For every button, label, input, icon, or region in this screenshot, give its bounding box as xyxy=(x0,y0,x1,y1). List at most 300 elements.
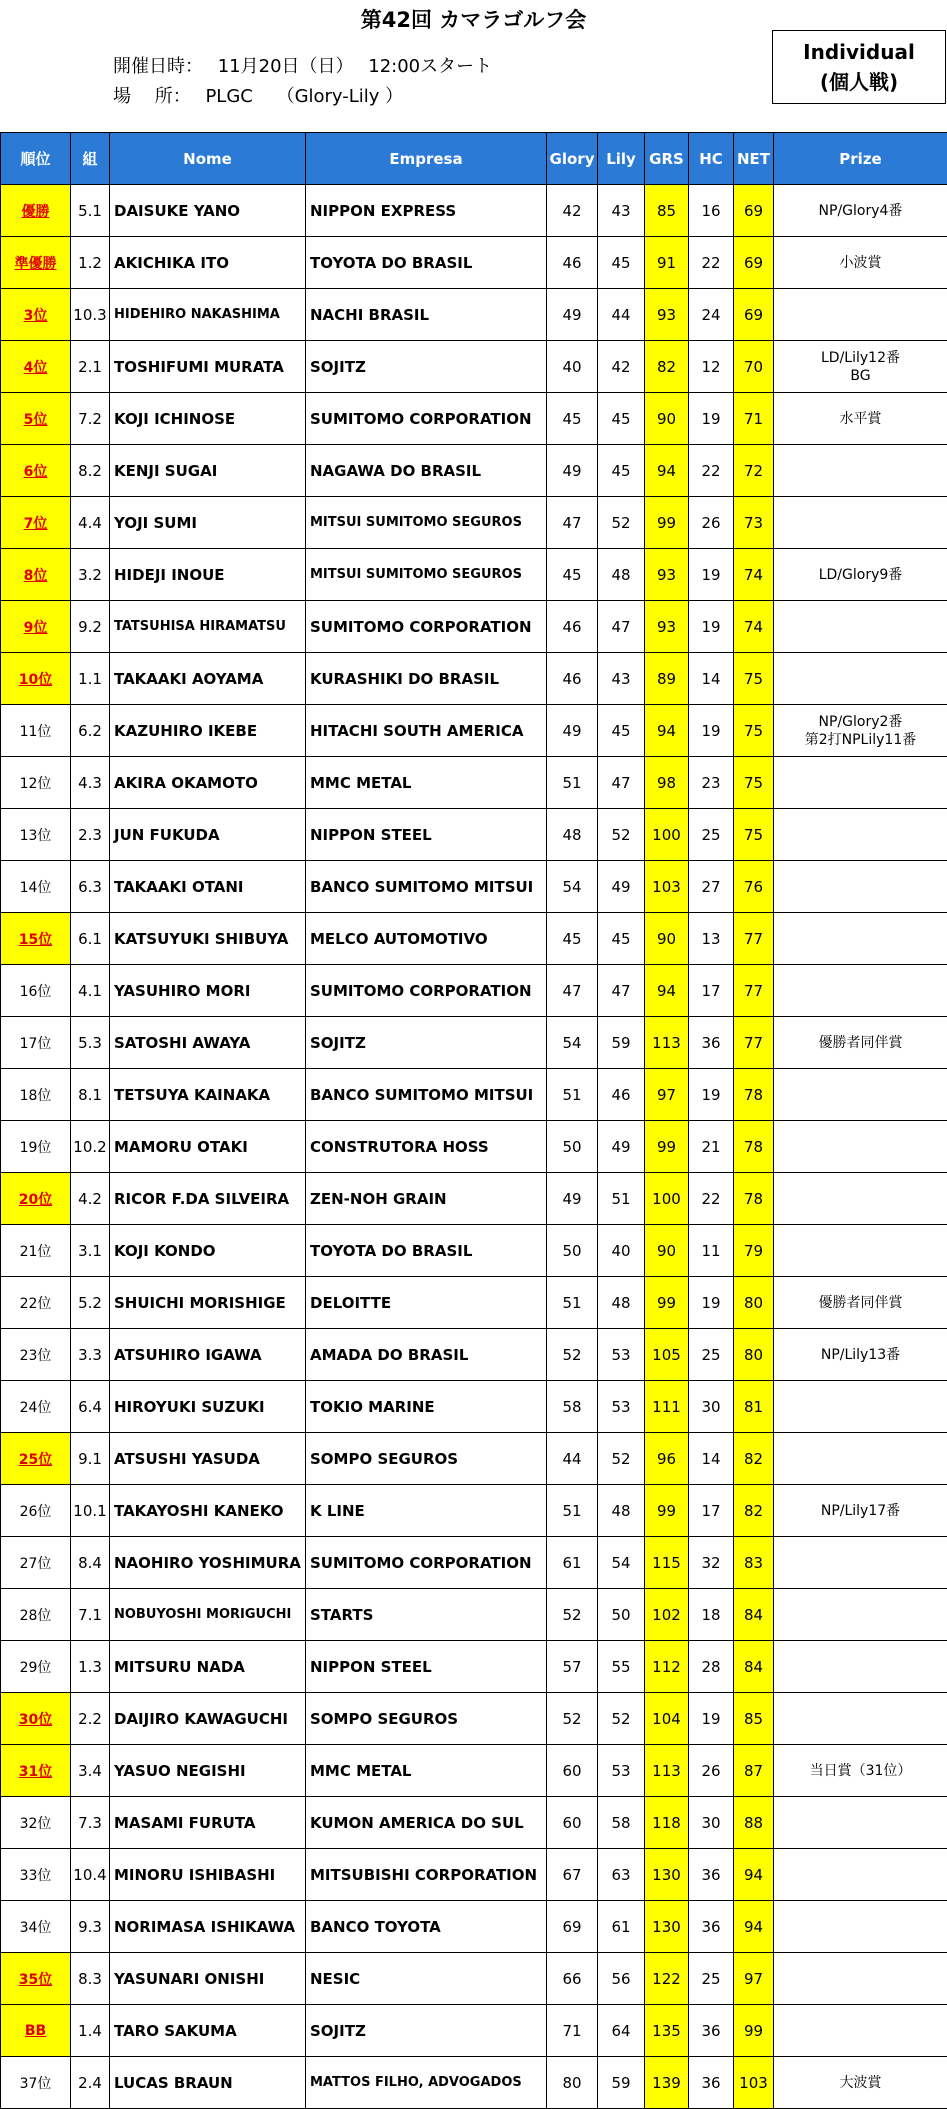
prize-cell xyxy=(774,965,947,1017)
group-cell: 10.2 xyxy=(71,1121,110,1173)
gross-score-cell: 99 xyxy=(645,1121,689,1173)
lily-score-cell: 45 xyxy=(598,913,645,965)
lily-score-cell: 64 xyxy=(598,2005,645,2057)
player-name-cell: KENJI SUGAI xyxy=(110,445,306,497)
handicap-cell: 22 xyxy=(689,1173,734,1225)
handicap-cell: 36 xyxy=(689,1901,734,1953)
handicap-cell: 12 xyxy=(689,341,734,393)
company-cell: NIPPON EXPRESS xyxy=(306,185,547,237)
gross-score-cell: 130 xyxy=(645,1901,689,1953)
lily-score-cell: 44 xyxy=(598,289,645,341)
company-cell: KUMON AMERICA DO SUL xyxy=(306,1797,547,1849)
results-body xyxy=(1,185,947,2109)
lily-score-cell: 53 xyxy=(598,1745,645,1797)
net-score-cell: 82 xyxy=(734,1433,774,1485)
handicap-cell: 14 xyxy=(689,1433,734,1485)
player-name-cell: SATOSHI AWAYA xyxy=(110,1017,306,1069)
gross-score-cell: 99 xyxy=(645,1485,689,1537)
net-score-cell: 78 xyxy=(734,1069,774,1121)
prize-cell xyxy=(774,1797,947,1849)
prize-cell xyxy=(774,1121,947,1173)
glory-score-cell: 47 xyxy=(547,497,598,549)
net-score-cell: 84 xyxy=(734,1589,774,1641)
event-date-line: 開催日時： 11月20日（日） 12:00スタート xyxy=(113,56,493,77)
handicap-cell: 19 xyxy=(689,1693,734,1745)
rank-cell xyxy=(1,445,71,497)
rank-cell: 13位 xyxy=(1,809,71,861)
group-cell: 9.1 xyxy=(71,1433,110,1485)
lily-score-cell: 53 xyxy=(598,1329,645,1381)
glory-score-cell: 60 xyxy=(547,1745,598,1797)
rank-cell: 12位 xyxy=(1,757,71,809)
gross-score-cell: 93 xyxy=(645,601,689,653)
table-row xyxy=(1,1693,947,1745)
col-header-prize: Prize xyxy=(774,133,947,185)
rank-link: 25位 xyxy=(18,1451,53,1468)
rank-link: 5位 xyxy=(23,411,48,428)
handicap-cell: 28 xyxy=(689,1641,734,1693)
company-cell: BANCO SUMITOMO MITSUI xyxy=(306,1069,547,1121)
net-score-cell: 69 xyxy=(734,237,774,289)
gross-score-cell: 139 xyxy=(645,2057,689,2109)
handicap-cell: 16 xyxy=(689,185,734,237)
table-row xyxy=(1,185,947,237)
glory-score-cell: 45 xyxy=(547,393,598,445)
player-name-cell: LUCAS BRAUN xyxy=(110,2057,306,2109)
rank-link: 優勝 xyxy=(21,203,50,220)
table-row xyxy=(1,1485,947,1537)
rank-link: 3位 xyxy=(23,307,48,324)
group-cell: 9.3 xyxy=(71,1901,110,1953)
prize-cell xyxy=(774,1589,947,1641)
group-cell: 9.2 xyxy=(71,601,110,653)
company-cell: NESIC xyxy=(306,1953,547,2005)
rank-link: 4位 xyxy=(23,359,48,376)
rank-link: BB xyxy=(24,2022,47,2039)
player-name-cell: MITSURU NADA xyxy=(110,1641,306,1693)
rank-cell xyxy=(1,1433,71,1485)
gross-score-cell: 113 xyxy=(645,1017,689,1069)
group-cell: 7.1 xyxy=(71,1589,110,1641)
table-row xyxy=(1,1381,947,1433)
company-cell: SOMPO SEGUROS xyxy=(306,1433,547,1485)
glory-score-cell: 67 xyxy=(547,1849,598,1901)
prize-cell xyxy=(774,757,947,809)
glory-score-cell: 54 xyxy=(547,861,598,913)
group-cell: 3.4 xyxy=(71,1745,110,1797)
player-name-cell: ATSUSHI YASUDA xyxy=(110,1433,306,1485)
player-name-cell: SHUICHI MORISHIGE xyxy=(110,1277,306,1329)
gross-score-cell: 103 xyxy=(645,861,689,913)
lily-score-cell: 48 xyxy=(598,549,645,601)
handicap-cell: 32 xyxy=(689,1537,734,1589)
table-row xyxy=(1,497,947,549)
net-score-cell: 70 xyxy=(734,341,774,393)
rank-cell: 26位 xyxy=(1,1485,71,1537)
net-score-cell: 73 xyxy=(734,497,774,549)
gross-score-cell: 105 xyxy=(645,1329,689,1381)
handicap-cell: 17 xyxy=(689,965,734,1017)
gross-score-cell: 94 xyxy=(645,445,689,497)
lily-score-cell: 45 xyxy=(598,393,645,445)
net-score-cell: 75 xyxy=(734,809,774,861)
gross-score-cell: 93 xyxy=(645,549,689,601)
handicap-cell: 11 xyxy=(689,1225,734,1277)
rank-link: 20位 xyxy=(18,1191,53,1208)
group-cell: 6.1 xyxy=(71,913,110,965)
player-name-cell: TAKAYOSHI KANEKO xyxy=(110,1485,306,1537)
gross-score-cell: 115 xyxy=(645,1537,689,1589)
player-name-cell: YASUHIRO MORI xyxy=(110,965,306,1017)
group-cell: 5.1 xyxy=(71,185,110,237)
group-cell: 1.2 xyxy=(71,237,110,289)
rank-cell: 28位 xyxy=(1,1589,71,1641)
rank-link: 9位 xyxy=(23,619,48,636)
gross-score-cell: 99 xyxy=(645,497,689,549)
company-cell: K LINE xyxy=(306,1485,547,1537)
glory-score-cell: 46 xyxy=(547,601,598,653)
group-cell: 1.3 xyxy=(71,1641,110,1693)
table-row xyxy=(1,965,947,1017)
group-cell: 10.4 xyxy=(71,1849,110,1901)
company-cell: NIPPON STEEL xyxy=(306,809,547,861)
gross-score-cell: 90 xyxy=(645,913,689,965)
rank-cell xyxy=(1,1693,71,1745)
handicap-cell: 14 xyxy=(689,653,734,705)
lily-score-cell: 51 xyxy=(598,1173,645,1225)
glory-score-cell: 49 xyxy=(547,705,598,757)
prize-cell xyxy=(774,1173,947,1225)
lily-score-cell: 59 xyxy=(598,1017,645,1069)
company-cell: TOYOTA DO BRASIL xyxy=(306,237,547,289)
player-name-cell: DAISUKE YANO xyxy=(110,185,306,237)
player-name-cell: NORIMASA ISHIKAWA xyxy=(110,1901,306,1953)
player-name-cell: DAIJIRO KAWAGUCHI xyxy=(110,1693,306,1745)
handicap-cell: 22 xyxy=(689,445,734,497)
company-cell: NIPPON STEEL xyxy=(306,1641,547,1693)
glory-score-cell: 66 xyxy=(547,1953,598,2005)
rank-cell xyxy=(1,341,71,393)
gross-score-cell: 122 xyxy=(645,1953,689,2005)
table-row xyxy=(1,289,947,341)
lily-score-cell: 59 xyxy=(598,2057,645,2109)
glory-score-cell: 80 xyxy=(547,2057,598,2109)
glory-score-cell: 45 xyxy=(547,913,598,965)
prize-cell: 優勝者同伴賞 xyxy=(774,1017,947,1069)
glory-score-cell: 52 xyxy=(547,1329,598,1381)
prize-cell: 当日賞（31位） xyxy=(774,1745,947,1797)
handicap-cell: 27 xyxy=(689,861,734,913)
group-cell: 3.2 xyxy=(71,549,110,601)
rank-cell xyxy=(1,653,71,705)
handicap-cell: 18 xyxy=(689,1589,734,1641)
handicap-cell: 25 xyxy=(689,809,734,861)
rank-cell: 37位 xyxy=(1,2057,71,2109)
player-name-cell: KAZUHIRO IKEBE xyxy=(110,705,306,757)
prize-cell xyxy=(774,1641,947,1693)
table-row xyxy=(1,653,947,705)
player-name-cell: AKICHIKA ITO xyxy=(110,237,306,289)
net-score-cell: 79 xyxy=(734,1225,774,1277)
company-cell: ZEN-NOH GRAIN xyxy=(306,1173,547,1225)
gross-score-cell: 93 xyxy=(645,289,689,341)
table-row xyxy=(1,1953,947,2005)
player-name-cell: YASUO NEGISHI xyxy=(110,1745,306,1797)
table-row xyxy=(1,1589,947,1641)
player-name-cell: KOJI KONDO xyxy=(110,1225,306,1277)
net-score-cell: 82 xyxy=(734,1485,774,1537)
table-row xyxy=(1,1017,947,1069)
handicap-cell: 25 xyxy=(689,1329,734,1381)
handicap-cell: 36 xyxy=(689,1017,734,1069)
gross-score-cell: 94 xyxy=(645,965,689,1017)
net-score-cell: 85 xyxy=(734,1693,774,1745)
handicap-cell: 19 xyxy=(689,1069,734,1121)
player-name-cell: TOSHIFUMI MURATA xyxy=(110,341,306,393)
lily-score-cell: 50 xyxy=(598,1589,645,1641)
table-row xyxy=(1,1121,947,1173)
prize-cell xyxy=(774,1433,947,1485)
company-cell: TOKIO MARINE xyxy=(306,1381,547,1433)
gross-score-cell: 94 xyxy=(645,705,689,757)
company-cell: NAGAWA DO BRASIL xyxy=(306,445,547,497)
table-row xyxy=(1,757,947,809)
net-score-cell: 72 xyxy=(734,445,774,497)
company-cell: HITACHI SOUTH AMERICA xyxy=(306,705,547,757)
group-cell: 8.2 xyxy=(71,445,110,497)
company-cell: SOJITZ xyxy=(306,1017,547,1069)
rank-link: 8位 xyxy=(23,567,48,584)
lily-score-cell: 52 xyxy=(598,809,645,861)
glory-score-cell: 57 xyxy=(547,1641,598,1693)
player-name-cell: TATSUHISA HIRAMATSU xyxy=(110,601,306,653)
net-score-cell: 74 xyxy=(734,601,774,653)
group-cell: 6.4 xyxy=(71,1381,110,1433)
net-score-cell: 74 xyxy=(734,549,774,601)
rank-link: 31位 xyxy=(18,1763,53,1780)
group-cell: 6.3 xyxy=(71,861,110,913)
rank-cell: 14位 xyxy=(1,861,71,913)
table-row xyxy=(1,861,947,913)
handicap-cell: 22 xyxy=(689,237,734,289)
glory-score-cell: 49 xyxy=(547,445,598,497)
table-row xyxy=(1,1173,947,1225)
net-score-cell: 83 xyxy=(734,1537,774,1589)
net-score-cell: 77 xyxy=(734,965,774,1017)
prize-cell: 優勝者同伴賞 xyxy=(774,1277,947,1329)
col-header-net: NET xyxy=(734,133,774,185)
lily-score-cell: 47 xyxy=(598,601,645,653)
player-name-cell: RICOR F.DA SILVEIRA xyxy=(110,1173,306,1225)
glory-score-cell: 61 xyxy=(547,1537,598,1589)
company-cell: MMC METAL xyxy=(306,757,547,809)
company-cell: SUMITOMO CORPORATION xyxy=(306,965,547,1017)
company-cell: NACHI BRASIL xyxy=(306,289,547,341)
prize-cell: NP/Glory2番 第2打NPLily11番 xyxy=(774,705,947,757)
glory-score-cell: 42 xyxy=(547,185,598,237)
glory-score-cell: 44 xyxy=(547,1433,598,1485)
net-score-cell: 94 xyxy=(734,1849,774,1901)
prize-cell xyxy=(774,1381,947,1433)
table-row xyxy=(1,1849,947,1901)
table-row xyxy=(1,809,947,861)
rank-cell: 11位 xyxy=(1,705,71,757)
table-row xyxy=(1,341,947,393)
rank-cell xyxy=(1,237,71,289)
col-header-hc: HC xyxy=(689,133,734,185)
lily-score-cell: 58 xyxy=(598,1797,645,1849)
net-score-cell: 88 xyxy=(734,1797,774,1849)
gross-score-cell: 130 xyxy=(645,1849,689,1901)
prize-cell xyxy=(774,1693,947,1745)
group-cell: 2.4 xyxy=(71,2057,110,2109)
gross-score-cell: 112 xyxy=(645,1641,689,1693)
table-row xyxy=(1,1745,947,1797)
net-score-cell: 81 xyxy=(734,1381,774,1433)
table-row xyxy=(1,1537,947,1589)
company-cell: SUMITOMO CORPORATION xyxy=(306,1537,547,1589)
player-name-cell: MASAMI FURUTA xyxy=(110,1797,306,1849)
player-name-cell: HIDEJI INOUE xyxy=(110,549,306,601)
net-score-cell: 76 xyxy=(734,861,774,913)
lily-score-cell: 48 xyxy=(598,1485,645,1537)
lily-score-cell: 47 xyxy=(598,965,645,1017)
company-cell: AMADA DO BRASIL xyxy=(306,1329,547,1381)
rank-cell: 18位 xyxy=(1,1069,71,1121)
table-row xyxy=(1,1797,947,1849)
lily-score-cell: 49 xyxy=(598,861,645,913)
glory-score-cell: 48 xyxy=(547,809,598,861)
player-name-cell: KATSUYUKI SHIBUYA xyxy=(110,913,306,965)
glory-score-cell: 47 xyxy=(547,965,598,1017)
rank-cell xyxy=(1,393,71,445)
rank-cell xyxy=(1,1745,71,1797)
gross-score-cell: 98 xyxy=(645,757,689,809)
group-cell: 1.1 xyxy=(71,653,110,705)
lily-score-cell: 53 xyxy=(598,1381,645,1433)
col-header-rank: 順位 xyxy=(1,133,71,185)
table-header-row xyxy=(1,133,947,185)
rank-cell: 32位 xyxy=(1,1797,71,1849)
gross-score-cell: 100 xyxy=(645,1173,689,1225)
glory-score-cell: 51 xyxy=(547,1485,598,1537)
rank-cell xyxy=(1,497,71,549)
col-header-name: Nome xyxy=(110,133,306,185)
prize-cell: 小波賞 xyxy=(774,237,947,289)
group-cell: 2.3 xyxy=(71,809,110,861)
rank-cell: 23位 xyxy=(1,1329,71,1381)
net-score-cell: 78 xyxy=(734,1173,774,1225)
table-row xyxy=(1,237,947,289)
rank-link: 6位 xyxy=(23,463,48,480)
prize-cell xyxy=(774,861,947,913)
handicap-cell: 19 xyxy=(689,705,734,757)
player-name-cell: MINORU ISHIBASHI xyxy=(110,1849,306,1901)
rank-cell: 29位 xyxy=(1,1641,71,1693)
group-cell: 4.2 xyxy=(71,1173,110,1225)
handicap-cell: 30 xyxy=(689,1797,734,1849)
prize-cell: NP/Glory4番 xyxy=(774,185,947,237)
net-score-cell: 99 xyxy=(734,2005,774,2057)
net-score-cell: 75 xyxy=(734,757,774,809)
rank-cell: 34位 xyxy=(1,1901,71,1953)
group-cell: 3.3 xyxy=(71,1329,110,1381)
net-score-cell: 69 xyxy=(734,185,774,237)
event-place-line: 場 所： PLGC （Glory-Lily ） xyxy=(113,86,404,107)
prize-cell xyxy=(774,653,947,705)
table-row xyxy=(1,393,947,445)
prize-cell: 水平賞 xyxy=(774,393,947,445)
company-cell: KURASHIKI DO BRASIL xyxy=(306,653,547,705)
net-score-cell: 80 xyxy=(734,1277,774,1329)
table-row xyxy=(1,2057,947,2109)
prize-cell xyxy=(774,1901,947,1953)
net-score-cell: 77 xyxy=(734,913,774,965)
lily-score-cell: 45 xyxy=(598,705,645,757)
lily-score-cell: 46 xyxy=(598,1069,645,1121)
net-score-cell: 94 xyxy=(734,1901,774,1953)
glory-score-cell: 50 xyxy=(547,1121,598,1173)
rank-cell: 27位 xyxy=(1,1537,71,1589)
rank-cell xyxy=(1,289,71,341)
player-name-cell: YASUNARI ONISHI xyxy=(110,1953,306,2005)
glory-score-cell: 58 xyxy=(547,1381,598,1433)
prize-cell xyxy=(774,1225,947,1277)
gross-score-cell: 90 xyxy=(645,1225,689,1277)
lily-score-cell: 43 xyxy=(598,653,645,705)
group-cell: 4.4 xyxy=(71,497,110,549)
rank-cell: 19位 xyxy=(1,1121,71,1173)
prize-cell xyxy=(774,289,947,341)
net-score-cell: 80 xyxy=(734,1329,774,1381)
company-cell: BANCO TOYOTA xyxy=(306,1901,547,1953)
company-cell: MITSUI SUMITOMO SEGUROS xyxy=(306,497,547,549)
player-name-cell: ATSUHIRO IGAWA xyxy=(110,1329,306,1381)
gross-score-cell: 91 xyxy=(645,237,689,289)
company-cell: SOJITZ xyxy=(306,341,547,393)
glory-score-cell: 69 xyxy=(547,1901,598,1953)
table-row xyxy=(1,1901,947,1953)
rank-cell xyxy=(1,185,71,237)
player-name-cell: MAMORU OTAKI xyxy=(110,1121,306,1173)
rank-cell: 21位 xyxy=(1,1225,71,1277)
col-header-lily: Lily xyxy=(598,133,645,185)
glory-score-cell: 54 xyxy=(547,1017,598,1069)
lily-score-cell: 40 xyxy=(598,1225,645,1277)
group-cell: 1.4 xyxy=(71,2005,110,2057)
prize-cell xyxy=(774,913,947,965)
prize-cell xyxy=(774,1953,947,2005)
company-cell: DELOITTE xyxy=(306,1277,547,1329)
handicap-cell: 17 xyxy=(689,1485,734,1537)
player-name-cell: NAOHIRO YOSHIMURA xyxy=(110,1537,306,1589)
net-score-cell: 87 xyxy=(734,1745,774,1797)
company-cell: SUMITOMO CORPORATION xyxy=(306,393,547,445)
glory-score-cell: 46 xyxy=(547,237,598,289)
rank-cell xyxy=(1,601,71,653)
lily-score-cell: 42 xyxy=(598,341,645,393)
group-cell: 7.2 xyxy=(71,393,110,445)
gross-score-cell: 82 xyxy=(645,341,689,393)
gross-score-cell: 111 xyxy=(645,1381,689,1433)
badge-subtitle: (個人戦) xyxy=(819,70,899,94)
lily-score-cell: 49 xyxy=(598,1121,645,1173)
table-row xyxy=(1,1277,947,1329)
group-cell: 10.1 xyxy=(71,1485,110,1537)
gross-score-cell: 90 xyxy=(645,393,689,445)
company-cell: MATTOS FILHO, ADVOGADOS xyxy=(306,2057,547,2109)
table-row xyxy=(1,2005,947,2057)
